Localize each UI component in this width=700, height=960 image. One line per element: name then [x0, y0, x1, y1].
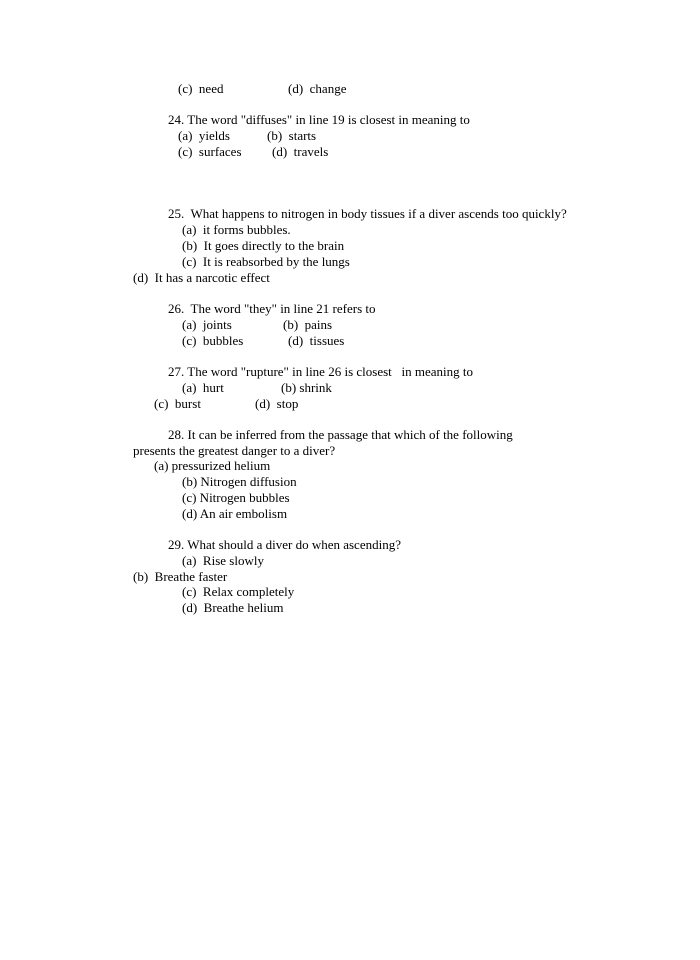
q27-stem: 27. The word "rupture" in line 26 is closest in meaning to: [168, 364, 473, 379]
q25-option-a: (a) it forms bubbles.: [182, 222, 291, 237]
q28-stem-line1: 28. It can be inferred from the passage that which of the following: [168, 427, 513, 442]
q26-option-b: (b) pains: [283, 317, 333, 332]
q25-stem: 25. What happens to nitrogen in body tissues if a diver ascends too quickly?: [168, 206, 567, 221]
q28-option-a: (a) pressurized helium: [154, 458, 271, 473]
q24-option-d: (d) travels: [272, 144, 329, 159]
q28-option-c: (c) Nitrogen bubbles: [182, 490, 290, 505]
q26-option-c: (c) bubbles: [182, 333, 244, 348]
q27-option-c: (c) burst: [154, 396, 201, 411]
q29-stem: 29. What should a diver do when ascending?: [168, 537, 401, 552]
q29-option-d: (d) Breathe helium: [182, 600, 284, 615]
q29-option-a: (a) Rise slowly: [182, 553, 264, 568]
q29-option-b: (b) Breathe faster: [133, 569, 228, 584]
q23-option-d: (d) change: [288, 81, 347, 96]
q25-option-c: (c) It is reabsorbed by the lungs: [182, 254, 350, 269]
q27-option-a: (a) hurt: [182, 380, 224, 395]
q28-stem-line2: presents the greatest danger to a diver?: [133, 443, 336, 458]
q24-stem: 24. The word "diffuses" in line 19 is closest in meaning to: [168, 112, 470, 127]
q28-option-b: (b) Nitrogen diffusion: [182, 474, 297, 489]
q26-option-a: (a) joints: [182, 317, 232, 332]
q24-option-c: (c) surfaces: [178, 144, 242, 159]
q26-stem: 26. The word "they" in line 21 refers to: [168, 301, 376, 316]
q24-option-a: (a) yields: [178, 128, 230, 143]
q24-option-b: (b) starts: [267, 128, 317, 143]
q25-option-d: (d) It has a narcotic effect: [133, 270, 270, 285]
q25-option-b: (b) It goes directly to the brain: [182, 238, 345, 253]
q27-option-d: (d) stop: [255, 396, 299, 411]
q23-option-c: (c) need: [178, 81, 224, 96]
q26-option-d: (d) tissues: [288, 333, 345, 348]
q29-option-c: (c) Relax completely: [182, 584, 295, 599]
q27-option-b: (b) shrink: [281, 380, 332, 395]
q28-option-d: (d) An air embolism: [182, 506, 288, 521]
